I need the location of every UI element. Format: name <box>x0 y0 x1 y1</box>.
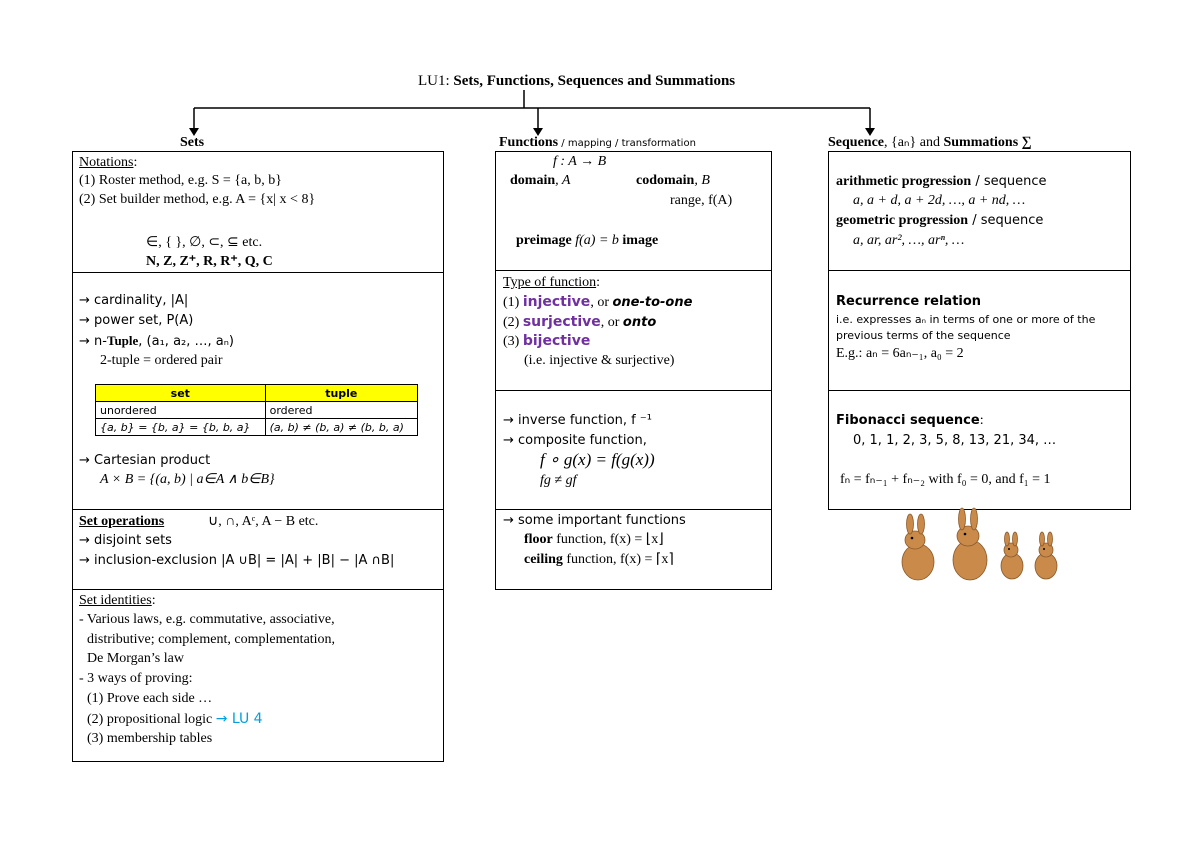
table-cell: unordered <box>96 402 266 419</box>
arithmetic-suffix: / sequence <box>971 174 1047 189</box>
table-header: tuple <box>265 385 417 402</box>
title-bold: Sets, Functions, Sequences and Summations <box>453 73 736 89</box>
geometric-suffix: / sequence <box>968 213 1044 228</box>
lu4-link[interactable]: → LU 4 <box>215 711 263 727</box>
table-cell: {a, b} = {b, a} = {b, b, a} <box>96 419 266 436</box>
arithmetic-sequence: a, a + d, a + 2d, …, a + nd, … <box>853 193 1026 208</box>
sequence-label: Sequence <box>828 135 884 150</box>
identities-line: - 3 ways of proving: <box>79 671 193 686</box>
ceiling-label: ceiling <box>524 552 563 567</box>
ordered-pair: 2-tuple = ordered pair <box>100 353 223 368</box>
propositional-logic-text: (2) propositional logic <box>87 712 213 727</box>
number-sets: N, Z, Z⁺, R, R⁺, Q, C <box>146 254 273 269</box>
fibonacci-colon: : <box>979 413 984 428</box>
preimage-equation: f(a) = b <box>571 233 623 248</box>
bijective-term: bijective <box>522 333 591 349</box>
identities-line: (1) Prove each side … <box>87 691 213 706</box>
injective-alt: one-to-one <box>612 295 693 310</box>
cardinality: → cardinality, |A| <box>79 293 189 308</box>
domain-value: , A <box>555 173 571 188</box>
injective-number: (1) <box>503 295 523 310</box>
table-header: set <box>96 385 266 402</box>
composite-formula: f ∘ g(x) = f(g(x)) <box>540 450 655 469</box>
composition-not-commutative: fg ≠ gf <box>540 473 577 488</box>
n-tuple-bold: Tuple <box>106 333 139 348</box>
surjective-alt: onto <box>622 315 657 330</box>
set-builder-method: (2) Set builder method, e.g. A = {x| x < 8} <box>79 192 316 207</box>
cartesian-product: → Cartesian product <box>79 453 211 468</box>
bijective-explanation: (i.e. injective & surjective) <box>524 353 675 368</box>
composite-function: → composite function, <box>503 433 647 448</box>
identities-line: distributive; complement, complementation, <box>87 632 336 647</box>
type-of-function-heading-text: Type of function <box>503 275 597 290</box>
range: range, f(A) <box>670 193 733 208</box>
table-cell: (a, b) ≠ (b, a) ≠ (b, b, a) <box>265 419 417 436</box>
important-functions: → some important functions <box>503 513 686 528</box>
recurrence-line: previous terms of the sequence <box>836 329 1011 342</box>
surjective-or: , or <box>600 315 623 330</box>
summations-label: Summations ∑ <box>943 135 1032 150</box>
injective-term: injective <box>522 294 591 310</box>
fibonacci-heading-text: Fibonacci sequence <box>836 413 980 428</box>
codomain-value: , B <box>694 173 710 188</box>
set-operations-heading: Set operations <box>79 514 165 529</box>
set-identities-heading-text: Set identities <box>79 593 152 608</box>
cartesian-formula: A × B = {(a, b) | a∈A ∧ b∈B} <box>100 472 275 487</box>
identities-line: De Morgan’s law <box>87 651 184 666</box>
function-map: f : A → B <box>553 154 607 169</box>
roster-method: (1) Roster method, e.g. S = {a, b, b} <box>79 173 282 188</box>
preimage-label: preimage <box>516 233 572 248</box>
recurrence-line: i.e. expresses aₙ in terms of one or more of the <box>836 313 1096 326</box>
notations-colon: : <box>133 155 138 170</box>
set-identities-colon: : <box>151 593 156 608</box>
recurrence-example: E.g.: aₙ = 6aₙ₋₁, a₀ = 2 <box>836 346 964 361</box>
type-of-function-colon: : <box>596 275 600 290</box>
sequence-notation: , {aₙ} and <box>884 135 944 150</box>
image-label: image <box>622 233 659 248</box>
title-prefix: LU1: <box>418 73 454 89</box>
set-symbols: ∈, { }, ∅, ⊂, ⊆ etc. <box>146 235 263 250</box>
surjective-number: (2) <box>503 315 523 330</box>
recurrence-heading: Recurrence relation <box>836 294 982 309</box>
set-operations-symbols: ∪, ∩, Aᶜ, A − B etc. <box>208 514 319 529</box>
arithmetic-label: arithmetic progression <box>836 174 972 189</box>
injective-or: , or <box>590 295 613 310</box>
disjoint-sets: → disjoint sets <box>79 533 172 548</box>
notations-heading-text: Notations <box>79 155 134 170</box>
codomain-label: codomain <box>636 173 695 188</box>
inverse-function: → inverse function, f ⁻¹ <box>503 413 652 428</box>
n-tuple-rest: , (a₁, a₂, …, aₙ) <box>138 334 235 349</box>
sets-header: Sets <box>180 135 205 150</box>
fibonacci-sequence: 0, 1, 1, 2, 3, 5, 8, 13, 21, 34, … <box>853 433 1057 448</box>
surjective-term: surjective <box>522 314 601 330</box>
functions-header-text: Functions <box>499 135 559 150</box>
floor-label: floor <box>524 532 553 547</box>
ceiling-formula: function, f(x) = ⌈x⌉ <box>562 552 674 567</box>
functions-header-sub: / mapping / transformation <box>558 138 696 149</box>
power-set: → power set, P(A) <box>79 313 194 328</box>
geometric-sequence: a, ar, ar², …, arⁿ, … <box>853 233 965 248</box>
n-tuple-prefix: → n- <box>79 334 107 349</box>
inclusion-exclusion: → inclusion-exclusion |A ∪B| = |A| + |B| − |A ∩B| <box>79 553 395 568</box>
geometric-label: geometric progression <box>836 213 969 228</box>
bijective-number: (3) <box>503 334 523 349</box>
table-cell: ordered <box>265 402 417 419</box>
fibonacci-formula: fₙ = fₙ₋₁ + fₙ₋₂ with f₀ = 0, and f₁ = 1 <box>840 472 1051 487</box>
floor-formula: function, f(x) = ⌊x⌋ <box>552 532 664 547</box>
domain-label: domain <box>510 173 556 188</box>
identities-line: (3) membership tables <box>87 731 213 746</box>
identities-line: - Various laws, e.g. commutative, associative, <box>79 612 335 627</box>
